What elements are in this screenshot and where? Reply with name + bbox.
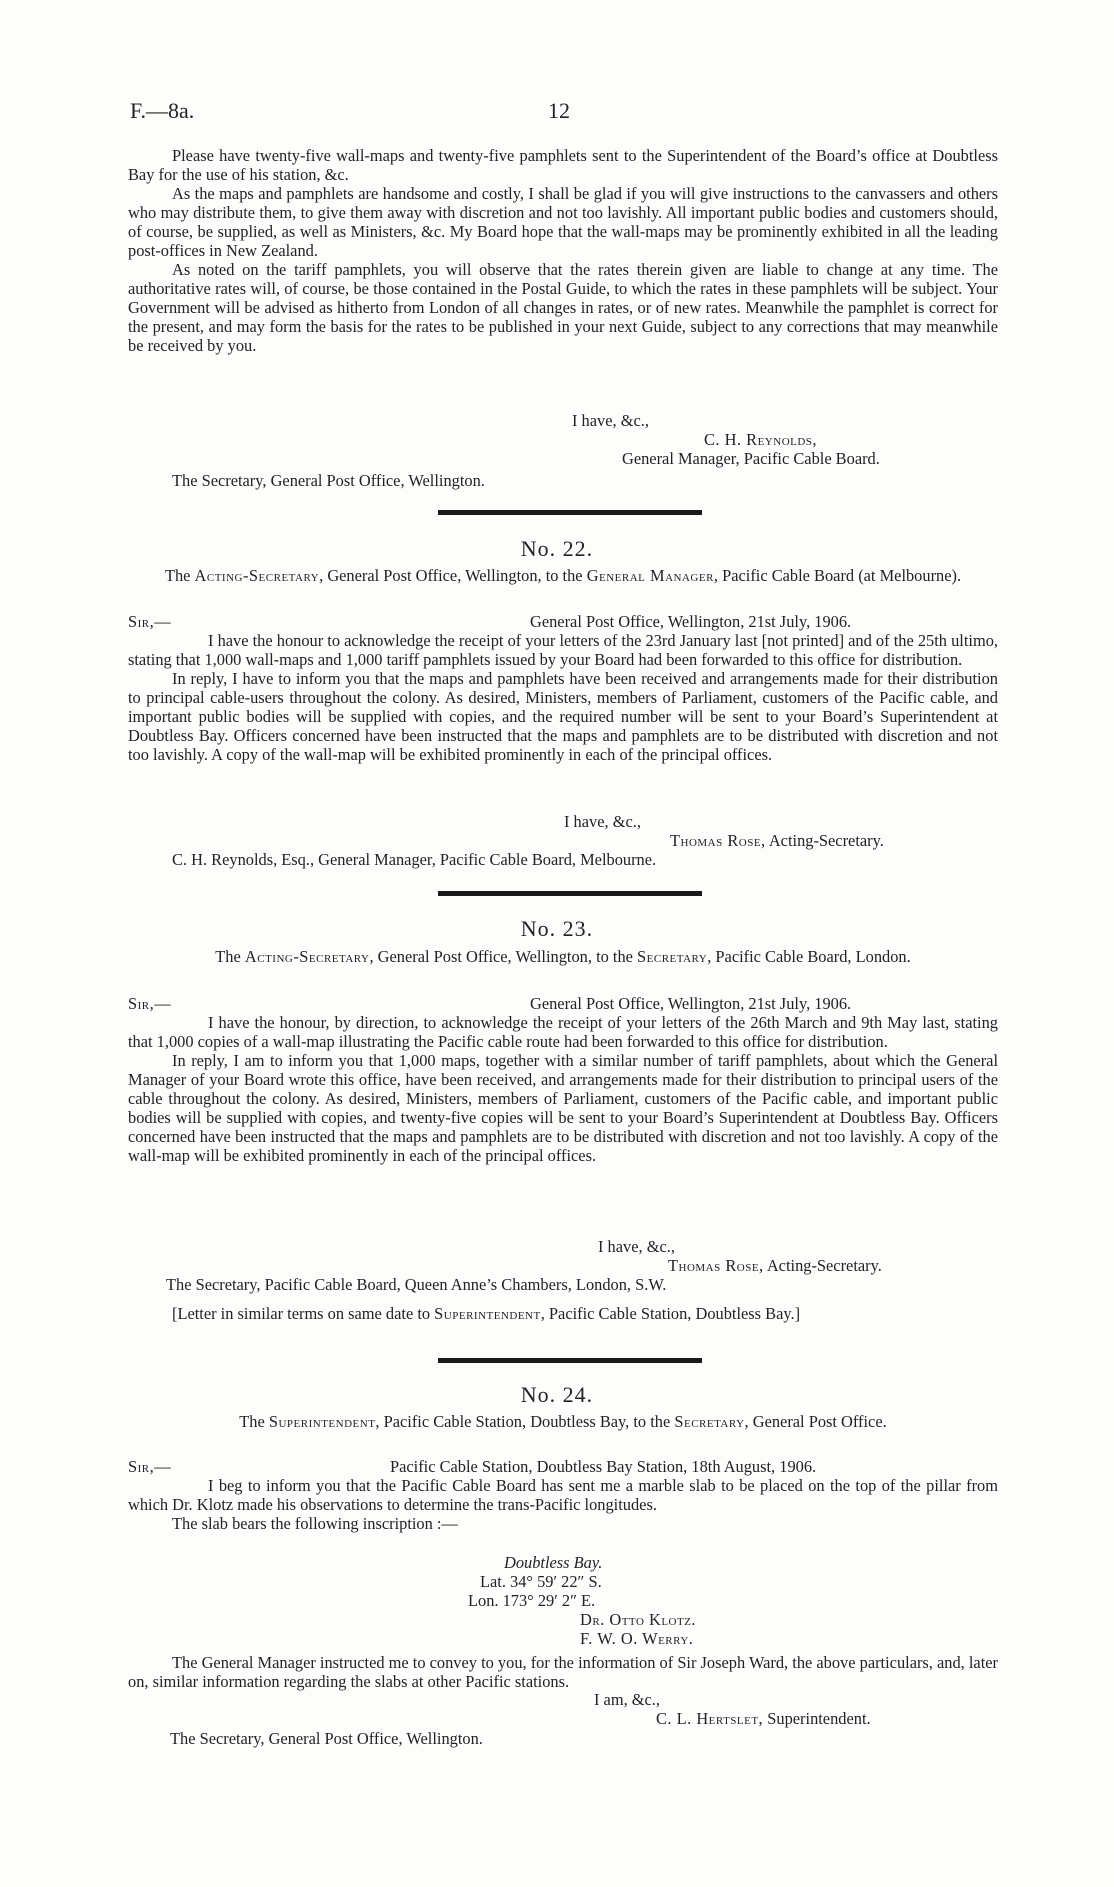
- letter-22-number: No. 22.: [520, 536, 594, 561]
- letter-22-addressee: C. H. Reynolds, Esq., General Manager, Pacific Cable Board, Melbourne.: [172, 850, 657, 869]
- letter-22-signer-title: Acting-Secretary.: [765, 831, 884, 850]
- letter-22-to: General Manager: [586, 566, 714, 585]
- letter-22-heading-mid: , General Post Office, Wellington, to the: [319, 566, 587, 585]
- letter-23-from: Acting-Secretary: [244, 947, 370, 966]
- letter-24-body-end: [128, 1653, 998, 1691]
- letter-23-addressee: The Secretary, Pacific Cable Board, Queen Anne’s Chambers, London, S.W.: [166, 1275, 667, 1294]
- letter-22-heading-end: , Pacific Cable Board (at Melbourne).: [713, 566, 962, 585]
- intro-paragraph-2: As the maps and pamphlets are handsome and costly, I shall be glad if you will give instructions to the canvassers and others who may distribute them, to give them away with discretion and not too lavishly. All important public bodies and customers should, of course, be supplied, as well as Ministers, &c. My Board hope that the wall-maps may be prominently exhibited in all the leading post-offices in New Zealand.: [128, 184, 998, 260]
- intro-paragraph-3: As noted on the tariff pamphlets, you will observe that the rates therein given are liable to change at any time. The authoritative rates will, of course, be those contained in the Postal Guide, to which the rates in these pamphlets will be subject. Your Government will be advised as hitherto from London of all changes in rates, or of new rates. Meanwhile the pamphlet is correct for the present, and may form the basis for the rates to be published in your next Guide, subject to any corrections that may meanwhile be received by you.: [128, 260, 998, 355]
- intro-closing: I have, &c.,: [572, 411, 649, 430]
- letter-23-heading-end: , Pacific Cable Board, London.: [707, 947, 911, 966]
- intro-letter-body: [128, 146, 998, 355]
- letter-23-note-text: [128, 1304, 998, 1323]
- letter-23-signature: [668, 1256, 882, 1275]
- letter-24-closing: I am, &c.,: [594, 1690, 660, 1709]
- letter-22-dateline: General Post Office, Wellington, 21st July, 1906.: [530, 612, 852, 631]
- letter-24-number: No. 24.: [520, 1382, 594, 1407]
- letter-23-signer: Thomas Rose,: [668, 1256, 764, 1275]
- letter-23-note-recipient: Superintendent: [434, 1304, 541, 1323]
- inscription-place-text: Doubtless Bay.: [504, 1553, 603, 1572]
- letter-23-note: [128, 1304, 998, 1323]
- letter-23-salutation: Sir,—: [128, 994, 172, 1013]
- letter-22-salutation: Sir,—: [128, 612, 172, 631]
- letter-24-signer-title: Superintendent.: [763, 1709, 871, 1728]
- letter-22-signer: Thomas Rose,: [670, 831, 766, 850]
- letter-23-paragraph-2: In reply, I am to inform you that 1,000 maps, together with a similar number of tariff pamphlets, about which the General Manager of your Board wrote this office, have been received, and arrangements made for their distribution to principal users of the cable throughout the colony. As desired, Ministers, members of Parliament, customers of the Pacific cable, and important public bodies will be supplied with copies, and twenty-five copies will be sent to your Board’s Superintendent at Doubtless Bay. Officers concerned have been instructed that the maps and pamphlets are to be distributed with discretion and not too lavishly. A copy of the wall-map will be exhibited prominently in each of the principal offices.: [128, 1051, 998, 1165]
- intro-paragraph-1: Please have twenty-five wall-maps and twenty-five pamphlets sent to the Superintendent of the Board’s office at Doubtless Bay for the use of his station, &c.: [128, 146, 998, 184]
- letter-22-body: [128, 631, 998, 764]
- inscription-latitude: Lat. 34° 59′ 22″ S.: [480, 1572, 602, 1591]
- letter-24-paragraph-1: I beg to inform you that the Pacific Cable Board has sent me a marble slab to be placed on the top of the pillar from which Dr. Klotz made his observations to determine the trans-Pacific longitudes.: [128, 1476, 998, 1514]
- letter-24-signature: [656, 1709, 871, 1728]
- letter-22-from: Acting-Secretary: [194, 566, 320, 585]
- letter-22-heading: The Acting-Secretary, General Post Office, Wellington, to the General Manager, Pacific Cable Board (at Melbourne).: [164, 566, 962, 585]
- letter-24-from: Superintendent: [268, 1412, 376, 1431]
- intro-signer-title: General Manager, Pacific Cable Board.: [622, 449, 880, 468]
- letter-23-body: [128, 1013, 998, 1165]
- letter-24-signer: C. L. Hertslet,: [656, 1709, 764, 1728]
- letter-23-note-end: , Pacific Cable Station, Doubtless Bay.]: [540, 1304, 801, 1323]
- letter-23-heading: The Acting-Secretary, General Post Office, Wellington, to the Secretary, Pacific Cable Board, London.: [215, 947, 911, 966]
- letter-23-dateline: General Post Office, Wellington, 21st July, 1906.: [530, 994, 852, 1013]
- letter-22-paragraph-1: I have the honour to acknowledge the receipt of your letters of the 23rd January last [not printed] and of the 25th ultimo, stating that 1,000 wall-maps and 1,000 tariff pamphlets issued by your Board had been forwarded to this office for distribution.: [128, 631, 998, 669]
- letter-23-number: No. 23.: [520, 916, 594, 941]
- letter-22-paragraph-2: In reply, I have to inform you that the maps and pamphlets have been received and arrangements made for their distribution to principal cable-users throughout the colony. As desired, Ministers, members of Parliament, customers of the Pacific cable, and important public bodies will be supplied with copies, and the required number will be sent to your Board’s Superintendent at Doubtless Bay. Officers concerned have been instructed that the maps and pamphlets are to be distributed with discretion and not too lavishly. A copy of the wall-map will be exhibited prominently in each of the principal offices.: [128, 669, 998, 764]
- letter-24-dateline: Pacific Cable Station, Doubtless Bay Station, 18th August, 1906.: [390, 1457, 817, 1476]
- intro-signer: C. H. Reynolds,: [704, 430, 818, 449]
- letter-24-body: [128, 1476, 998, 1533]
- letter-24-paragraph-3: The General Manager instructed me to convey to you, for the information of Sir Joseph Ward, the above particulars, and, later on, similar information regarding the slabs at other Pacific stations.: [128, 1653, 998, 1691]
- letter-24-addressee: The Secretary, General Post Office, Wellington.: [170, 1729, 483, 1748]
- document-reference: F.—8a.: [130, 98, 195, 123]
- letter-24-to: Secretary: [674, 1412, 745, 1431]
- letter-23-heading-mid: , General Post Office, Wellington, to the: [369, 947, 638, 966]
- letter-24-paragraph-2: The slab bears the following inscription :—: [172, 1514, 458, 1533]
- letter-23-closing: I have, &c.,: [598, 1237, 675, 1256]
- letter-24-salutation: Sir,—: [128, 1457, 172, 1476]
- section-divider: [438, 1358, 702, 1363]
- intro-addressee: The Secretary, General Post Office, Wellington.: [172, 471, 485, 490]
- inscription-longitude: Lon. 173° 29′ 2″ E.: [468, 1591, 596, 1610]
- letter-23-note-start: [Letter in similar terms on same date to: [172, 1304, 435, 1323]
- section-divider: [438, 891, 702, 896]
- letter-23-signer-title: Acting-Secretary.: [763, 1256, 882, 1275]
- inscription-name-2: F. W. O. Werry.: [580, 1629, 694, 1648]
- page-number: 12: [548, 98, 570, 123]
- letter-23-to: Secretary: [637, 947, 708, 966]
- section-divider: [438, 510, 702, 515]
- letter-23-paragraph-1: I have the honour, by direction, to acknowledge the receipt of your letters of the 26th March and 9th May last, stating that 1,000 copies of a wall-map illustrating the Pacific cable route had been forwarded to this office for distribution.: [128, 1013, 998, 1051]
- letter-22-signature: [670, 831, 884, 850]
- letter-24-heading-mid: , Pacific Cable Station, Doubtless Bay, to the: [375, 1412, 675, 1431]
- letter-24-heading: The Superintendent, Pacific Cable Station, Doubtless Bay, to the Secretary, General Post Office.: [239, 1412, 887, 1431]
- inscription-name-1: Dr. Otto Klotz.: [580, 1610, 697, 1629]
- letter-24-heading-end: , General Post Office.: [744, 1412, 887, 1431]
- inscription-place: [504, 1553, 602, 1572]
- letter-22-closing: I have, &c.,: [564, 812, 641, 831]
